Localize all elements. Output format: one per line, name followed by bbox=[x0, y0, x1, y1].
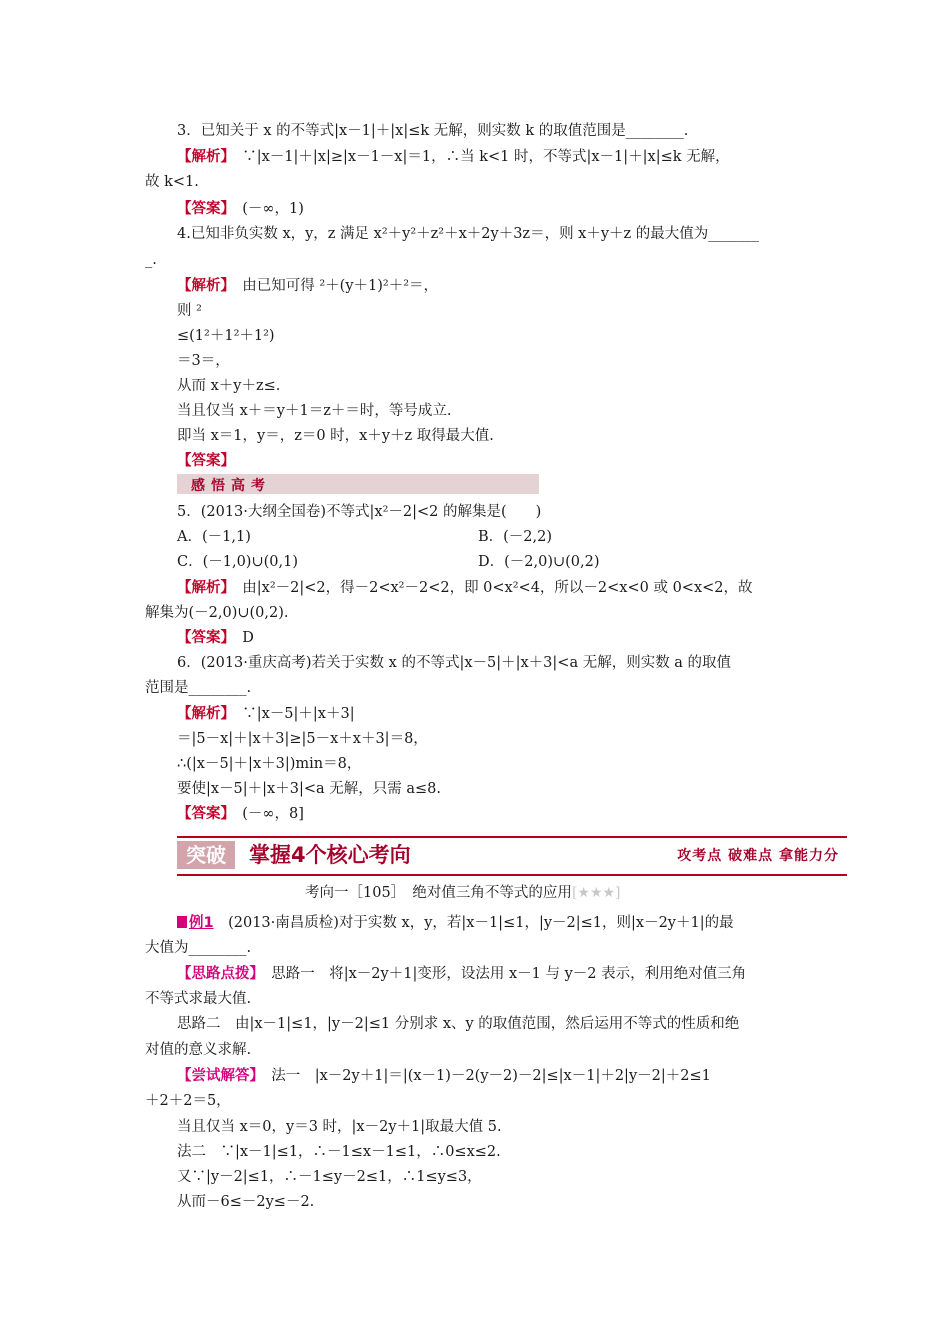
text-line bbox=[478, 527, 552, 547]
line-text: 要使|x－5|＋|x＋3|<a 无解，只需 a≤8. bbox=[177, 781, 441, 797]
line-text: 故 k<1. bbox=[145, 174, 199, 190]
subsection-title: 考向一［105］ 绝对值三角不等式的应用 bbox=[305, 885, 572, 901]
line-text: (－∞，1) bbox=[227, 201, 304, 217]
text-line bbox=[177, 121, 688, 141]
text-line bbox=[177, 1142, 501, 1162]
line-text: 即当 x＝1，y＝，z＝0 时，x＋y＋z 取得最大值. bbox=[177, 428, 494, 444]
section-banner-title: 感悟高考 bbox=[191, 478, 271, 494]
text-line bbox=[145, 989, 251, 1009]
difficulty-stars: [★★★] bbox=[571, 885, 621, 901]
line-text: 6．(2013·重庆高考)若关于实数 x 的不等式|x－5|＋|x＋3|<a 无解，则实数 a 的取值 bbox=[177, 655, 732, 671]
line-text: C．(－1,0)∪(0,1) bbox=[177, 554, 298, 570]
text-line bbox=[177, 704, 355, 724]
text-line bbox=[177, 276, 438, 296]
text-line bbox=[177, 754, 361, 774]
text-line bbox=[177, 351, 230, 371]
line-text: 大值为________. bbox=[145, 940, 252, 956]
section-tag: 【解析】 bbox=[177, 149, 228, 165]
line-text: 由|x²－2|<2，得－2<x²－2<2，即 0<x²<4，所以－2<x<0 或 0<x<2，故 bbox=[227, 580, 753, 596]
line-text: 范围是________. bbox=[145, 680, 252, 696]
example-text: (2013·南昌质检)对于实数 x，y，若|x－1|≤1，|y－2|≤1，则|x－2y＋1|的最 bbox=[213, 915, 734, 931]
line-text: 则 ² bbox=[177, 303, 202, 319]
line-text: 法一 |x－2y＋1|＝|(x－1)－2(y－2)－2|≤|x－1|＋2|y－2|＋2≤1 bbox=[256, 1068, 711, 1084]
banner-label: 突破 bbox=[177, 841, 235, 869]
text-line bbox=[177, 527, 251, 547]
text-line bbox=[177, 326, 275, 346]
line-text: ∴(|x－5|＋|x＋3|)min＝8， bbox=[177, 756, 362, 772]
text-line bbox=[177, 224, 759, 244]
section-tag: 【答案】 bbox=[177, 630, 228, 646]
text-line bbox=[177, 1167, 482, 1187]
line-text: ∵|x－5|＋|x＋3| bbox=[227, 706, 355, 722]
text-line bbox=[177, 451, 235, 471]
line-text: 又∵|y－2|≤1，∴－1≤y－2≤1，∴1≤y≤3， bbox=[177, 1169, 482, 1185]
line-text: 4.已知非负实数 x，y，z 满足 x²＋y²＋z²＋x＋2y＋3z＝，则 x＋y＋z 的最大值为_______ bbox=[177, 226, 760, 242]
section-banner-core bbox=[177, 836, 847, 876]
line-text: 从而 x＋y＋z≤. bbox=[177, 378, 281, 394]
text-line bbox=[145, 938, 251, 958]
line-text: 法二 ∵|x－1|≤1，∴－1≤x－1≤1，∴0≤x≤2. bbox=[177, 1144, 501, 1160]
text-line bbox=[177, 964, 746, 984]
line-text: 不等式求最大值. bbox=[145, 991, 252, 1007]
line-text: 当且仅当 x＋＝y＋1＝z＋＝时，等号成立. bbox=[177, 403, 452, 419]
section-tag: 【解析】 bbox=[177, 706, 228, 722]
section-tag: 【解析】 bbox=[177, 580, 228, 596]
text-line bbox=[145, 1040, 251, 1060]
section-tag: 【答案】 bbox=[177, 806, 228, 822]
text-line bbox=[145, 678, 251, 698]
line-text: D．(－2,0)∪(0,2) bbox=[478, 554, 600, 570]
example-1-line bbox=[177, 913, 734, 933]
example-label: 例1 bbox=[189, 915, 214, 931]
text-line bbox=[177, 804, 304, 824]
section-tag: 【思路点拨】 bbox=[177, 966, 257, 982]
text-line bbox=[177, 578, 753, 598]
line-text: _. bbox=[145, 252, 157, 268]
line-text: ≤(1²＋1²＋1²) bbox=[177, 328, 275, 344]
line-text: ＝3＝， bbox=[177, 353, 230, 369]
text-line bbox=[177, 426, 494, 446]
text-line bbox=[177, 199, 304, 219]
text-line bbox=[145, 1091, 231, 1111]
line-text: 当且仅当 x＝0，y＝3 时，|x－2y＋1|取最大值 5. bbox=[177, 1119, 502, 1135]
banner-title: 掌握4个核心考向 bbox=[249, 843, 411, 867]
text-line bbox=[177, 729, 428, 749]
text-line bbox=[177, 779, 441, 799]
example-flag-icon bbox=[177, 916, 187, 928]
line-text: ＋2＋2＝5， bbox=[145, 1093, 231, 1109]
text-line bbox=[177, 653, 731, 673]
line-text: (－∞，8] bbox=[227, 806, 304, 822]
text-line bbox=[177, 1014, 739, 1034]
text-line bbox=[177, 1117, 502, 1137]
line-text: 5．(2013·大纲全国卷)不等式|x²－2|<2 的解集是( ) bbox=[177, 504, 542, 520]
text-line bbox=[177, 401, 451, 421]
section-banner-gaokao bbox=[177, 474, 539, 494]
text-line bbox=[177, 1066, 711, 1086]
line-text: 对值的意义求解. bbox=[145, 1042, 252, 1058]
line-text: ∵|x－1|＋|x|≥|x－1－x|＝1，∴当 k<1 时，不等式|x－1|＋|x|≤k 无解， bbox=[227, 149, 730, 165]
text-line bbox=[478, 552, 600, 572]
banner-slogan: 攻考点 破难点 拿能力分 bbox=[677, 848, 839, 864]
section-tag: 【答案】 bbox=[177, 453, 235, 469]
line-text: 3．已知关于 x 的不等式|x－1|＋|x|≤k 无解，则实数 k 的取值范围是________. bbox=[177, 123, 689, 139]
line-text: B．(－2,2) bbox=[478, 529, 553, 545]
text-line bbox=[145, 250, 157, 270]
section-tag: 【答案】 bbox=[177, 201, 228, 217]
section-tag: 【解析】 bbox=[177, 278, 228, 294]
text-line bbox=[145, 172, 199, 192]
line-text: 解集为(－2,0)∪(0,2). bbox=[145, 605, 289, 621]
text-line bbox=[177, 1192, 314, 1212]
line-text: D bbox=[227, 630, 254, 646]
line-text: 思路二 由|x－1|≤1，|y－2|≤1 分别求 x、y 的取值范围，然后运用不等式的性质和绝 bbox=[177, 1016, 740, 1032]
text-line bbox=[177, 628, 254, 648]
section-tag: 【尝试解答】 bbox=[177, 1068, 257, 1084]
line-text: 思路一 将|x－2y＋1|变形，设法用 x－1 与 y－2 表示，利用绝对值三角 bbox=[256, 966, 747, 982]
text-line bbox=[177, 147, 730, 167]
text-line bbox=[145, 603, 289, 623]
text-line bbox=[177, 552, 298, 572]
line-text: A．(－1,1) bbox=[177, 529, 251, 545]
subsection-heading bbox=[305, 883, 621, 903]
text-line bbox=[177, 376, 280, 396]
line-text: 由已知可得 ²＋(y＋1)²＋²＝， bbox=[227, 278, 439, 294]
line-text: 从而－6≤－2y≤－2. bbox=[177, 1194, 315, 1210]
text-line bbox=[177, 301, 202, 321]
line-text: ＝|5－x|＋|x＋3|≥|5－x＋x＋3|＝8， bbox=[177, 731, 428, 747]
text-line bbox=[177, 502, 541, 522]
